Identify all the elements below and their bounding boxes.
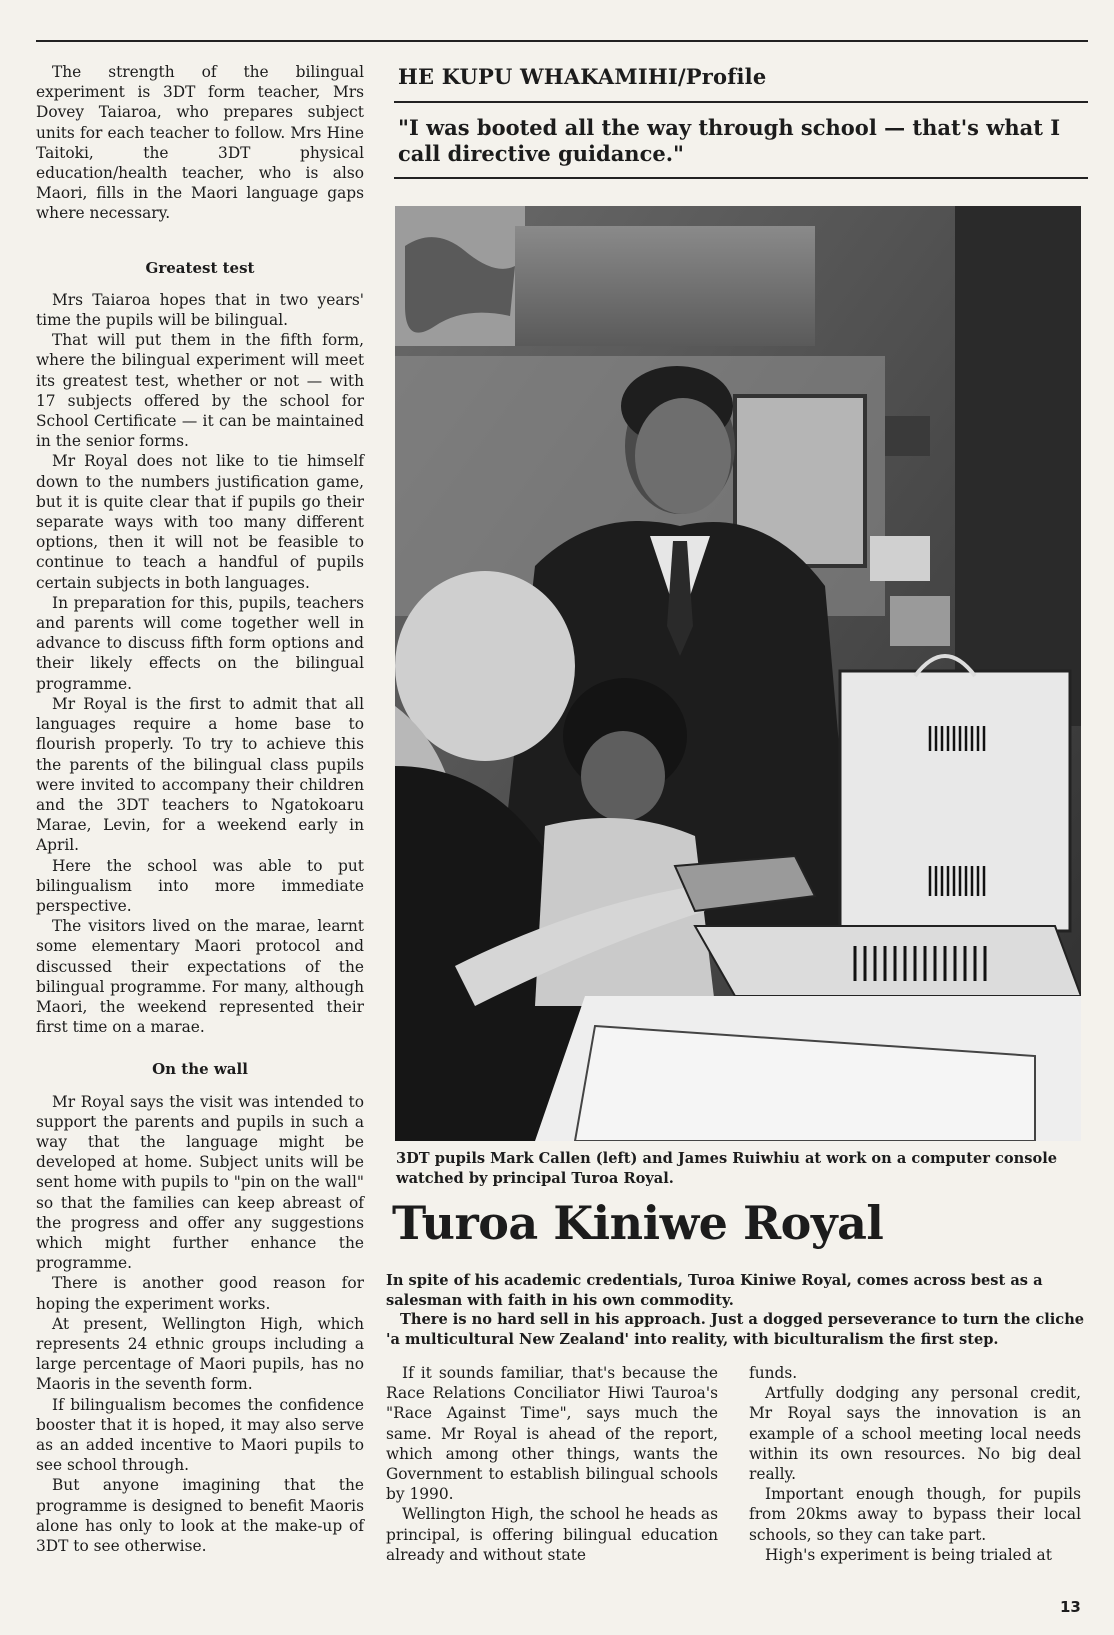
body-column-middle (386, 1363, 718, 1565)
intro-paragraph: The strength of the bilingual experiment is 3DT form teacher, Mrs Dovey Taiaroa, who prepares subject units for each teacher to follow. Mrs Hine Taitoki, the 3DT physical education/health teacher, who is also Maori, fills in the Maori language gaps where necessary. (36, 63, 364, 223)
paragraph: Wellington High, the school he heads as principal, is offering bilingual education already and without state (386, 1505, 718, 1564)
subheading-on-the-wall: On the wall (152, 1060, 248, 1079)
paragraph: There is another good reason for hoping the experiment works. (36, 1274, 364, 1313)
paragraph: In preparation for this, pupils, teachers and parents will come together well in advance to discuss fifth form options and their likely effects on the bilingual programme. (36, 593, 364, 693)
paragraph: Mr Royal does not like to tie himself down to the numbers justification game, but it is quite clear that if pupils go their separate ways with too many different options, then it will not be feasible to continue to teach a handful of pupils certain subjects in both languages. (36, 452, 364, 592)
standfirst-paragraph: There is no hard sell in his approach. Just a dogged perseverance to turn the cliche 'a multicultural New Zealand' into reality, with biculturalism the first step. (386, 1311, 1085, 1348)
section-label: HE KUPU WHAKAMIHI/Profile (398, 64, 767, 89)
photo-caption: 3DT pupils Mark Callen (left) and James Ruiwhiu at work on a computer console watched by principal Turoa Royal. (396, 1150, 1058, 1187)
paragraph: Mrs Taiaroa hopes that in two years' time the pupils will be bilingual. (36, 290, 364, 330)
paragraph: That will put them in the fifth form, where the bilingual experiment will meet its greatest test, whether or not — with 17 subjects offered by the school for School Certificate — it can be maintained in the senior forms. (36, 331, 364, 451)
divider (394, 101, 1088, 103)
subheading-greatest-test: Greatest test (145, 258, 255, 277)
body-column-right (749, 1363, 1081, 1565)
paragraph: If bilingualism becomes the confidence booster that it is hoped, it may also serve as an added incentive to Maori pupils to see school through. (36, 1395, 364, 1475)
pull-quote: "I was booted all the way through school — that's what I call directive guidance." (398, 115, 1061, 166)
left-column (36, 62, 364, 1556)
headline: Turoa Kiniwe Royal (392, 1196, 884, 1250)
top-rule (36, 40, 1088, 42)
paragraph: The visitors lived on the marae, learnt some elementary Maori protocol and discussed their expectations of the bilingual programme. For many, although Maori, the weekend represented their first time on a marae. (36, 917, 364, 1037)
paragraph: Important enough though, for pupils from 20kms away to bypass their local schools, so they can take part. (749, 1485, 1081, 1544)
paragraph: High's experiment is being trialed at (765, 1545, 1052, 1564)
paragraph: At present, Wellington High, which represents 24 ethnic groups including a large percentage of Maori pupils, has no Maoris in the seventh form. (36, 1314, 364, 1394)
photo (395, 206, 1081, 1141)
paragraph: Artfully dodging any personal credit, Mr Royal says the innovation is an example of a school meeting local needs within its own resources. No big deal really. (749, 1384, 1081, 1484)
paragraph: Mr Royal is the first to admit that all languages require a home base to flourish properly. To try to achieve this the parents of the bilingual class pupils were invited to accompany their children and the 3DT teachers to Ngatokoaru Marae, Levin, for a weekend early in April. (36, 694, 364, 855)
right-header (394, 62, 1088, 179)
paragraph: If it sounds familiar, that's because the Race Relations Conciliator Hiwi Tauroa's "Race Against Time", says much the same. Mr Royal is ahead of the report, which among other things, wants the Government to establish bilingual schools by 1990. (386, 1364, 718, 1504)
divider (394, 177, 1088, 179)
paragraph: funds. (749, 1364, 798, 1382)
photo-illustration (395, 206, 1081, 1141)
paragraph: But anyone imagining that the programme is designed to benefit Maoris alone has only to look at the make-up of 3DT to see otherwise. (36, 1476, 364, 1556)
paragraph: Mr Royal says the visit was intended to support the parents and pupils in such a way that the language might be developed at home. Subject units will be sent home with pupils to "pin on the wall" so that the families can keep abreast of the progress and offer any suggestions which might further enhance the programme. (36, 1092, 364, 1273)
standfirst (386, 1271, 1086, 1349)
paragraph: Here the school was able to put bilingualism into more immediate perspective. (36, 856, 364, 915)
standfirst-paragraph: In spite of his academic credentials, Turoa Kiniwe Royal, comes across best as a salesman with faith in his own commodity. (386, 1272, 1043, 1309)
page-number: 13 (1060, 1598, 1081, 1616)
